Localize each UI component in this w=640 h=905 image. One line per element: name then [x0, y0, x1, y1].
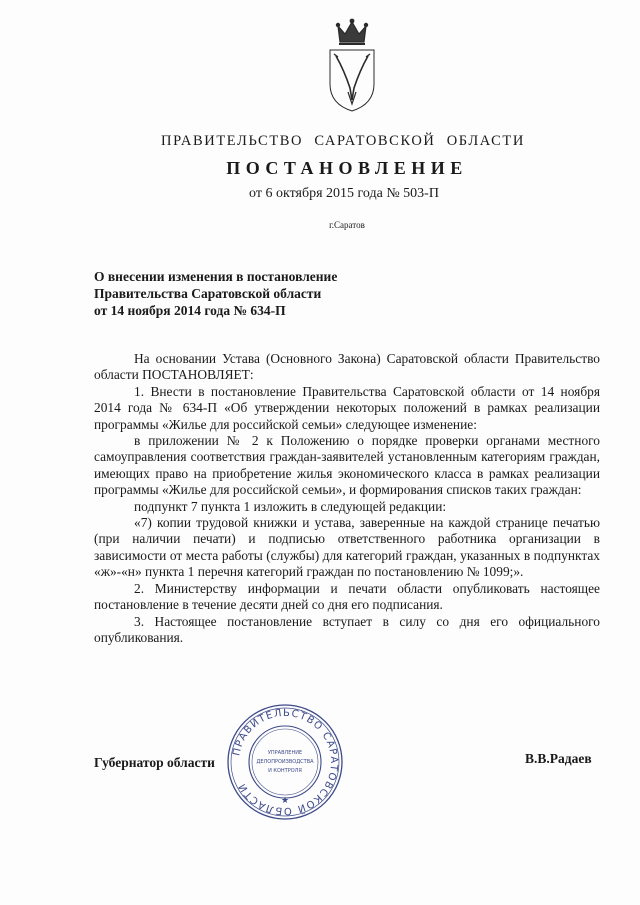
body-paragraph: «7) копии трудовой книжки и устава, заверенные на каждой странице печатью (при наличии печати) и подписью ответственного работника организации в зависимости от места работы (службы) для категорий граждан, указанных в подпунктах «ж»-«н» пункта 1 перечня категорий граждан по постановлению № 1099;». — [94, 515, 600, 580]
body-paragraph: На основании Устава (Основного Закона) Саратовской области Правительство области ПОСТАНОВЛЯЕТ: — [94, 351, 600, 383]
coat-of-arms-icon — [322, 14, 382, 114]
official-seal — [225, 702, 345, 822]
subject-line: Правительства Саратовской области — [94, 286, 322, 301]
seal-center-line: И КОНТРОЛЯ — [268, 768, 302, 774]
subject-line: от 14 ноября 2014 года № 634-П — [94, 303, 286, 318]
seal-ring-text: ПРАВИТЕЛЬСТВО САРАТОВСКОЙ ОБЛАСТИ — [231, 707, 340, 817]
body-paragraph: 1. Внести в постановление Правительства Саратовской области от 14 ноября 2014 года № 634-П «Об утверждении некоторых положений в рамках реализации программы «Жилье для российской семьи» следующее изменение: — [94, 383, 600, 432]
document-subject — [94, 268, 394, 319]
signature-title: Губернатор области — [94, 755, 215, 770]
signature-name: В.В.Радаев — [525, 751, 592, 766]
government-name: ПРАВИТЕЛЬСТВО САРАТОВСКОЙ ОБЛАСТИ — [161, 133, 525, 149]
body-paragraph: в приложении № 2 к Положению о порядке проверки органами местного самоуправления соответствия граждан-заявителей установленным категориям граждан, имеющих право на приобретение жилья экономического класса в рамках реализации программы «Жилье для российской семьи», и формирования списков таких граждан: — [94, 433, 600, 498]
document-city: г.Саратов — [329, 220, 365, 230]
seal-star-icon: ★ — [280, 796, 290, 806]
body-paragraph: 2. Министерству информации и печати области опубликовать настоящее постановление в течение десяти дней со дня его подписания. — [94, 580, 600, 613]
document-body — [94, 351, 600, 646]
document-type: ПОСТАНОВЛЕНИЕ — [226, 158, 468, 178]
body-paragraph: подпункт 7 пункта 1 изложить в следующей редакции: — [134, 498, 447, 514]
seal-center-line: УПРАВЛЕНИЕ — [267, 750, 303, 756]
body-paragraph: 3. Настоящее постановление вступает в силу со дня его официального опубликования. — [94, 613, 600, 645]
document-date-number: от 6 октября 2015 года № 503-П — [249, 186, 439, 201]
subject-line: О внесении изменения в постановление — [94, 269, 338, 284]
seal-center-line: ДЕЛОПРОИЗВОДСТВА — [256, 759, 314, 765]
